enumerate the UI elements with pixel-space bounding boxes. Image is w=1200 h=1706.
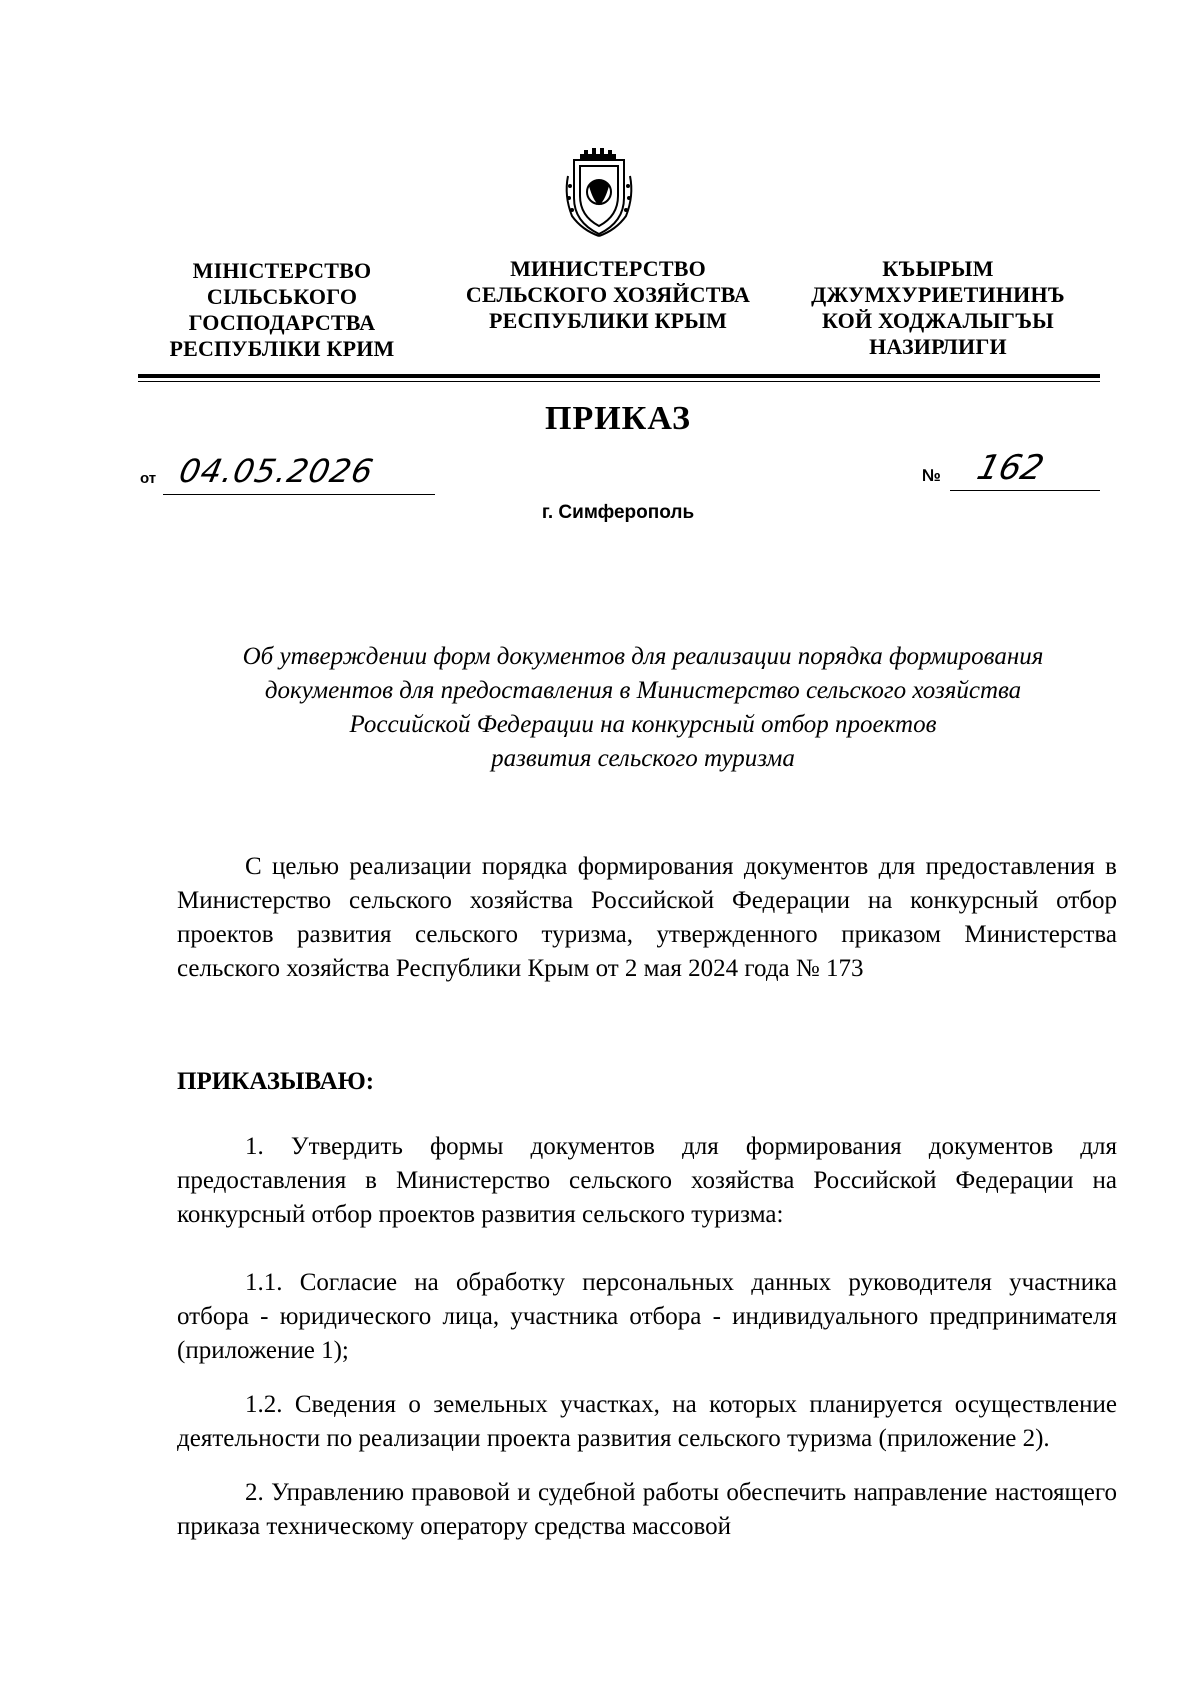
document-title: ПРИКАЗ bbox=[545, 400, 691, 437]
order-item-1-1: 1.1. Согласие на обработку персональных данных руководителя участника отбора - юридического лица, участника отбора - индивидуального предпринимателя (приложение 1); bbox=[177, 1269, 1117, 1364]
document-subject bbox=[170, 640, 1116, 776]
subject-line: Российской Федерации на конкурсный отбор проектов bbox=[349, 711, 937, 738]
city-name: г. Симферополь bbox=[541, 502, 695, 523]
handwritten-date: 04.05.2026 bbox=[175, 452, 378, 490]
header-line: ДЖУМХУРИЕТИНИНЪ bbox=[811, 282, 1065, 307]
number-underline bbox=[950, 490, 1100, 491]
header-divider-thin bbox=[138, 381, 1100, 382]
header-line: ГОСПОДАРСТВА bbox=[188, 310, 376, 335]
header-divider-thick bbox=[138, 374, 1100, 378]
header-line: СЕЛЬСКОГО ХОЗЯЙСТВА bbox=[465, 282, 751, 307]
order-item-1-2: 1.2. Сведения о земельных участках, на которых планируется осуществление деятельности по реализации проекта развития сельского туризма (приложение 2). bbox=[177, 1391, 1117, 1452]
date-label: от bbox=[140, 470, 157, 487]
header-line: МІНІСТЕРСТВО bbox=[192, 258, 372, 283]
header-line: КЪЫРЫМ bbox=[882, 256, 994, 281]
subject-line: Об утверждении форм документов для реализации порядка формирования bbox=[242, 643, 1044, 670]
coat-of-arms-emblem bbox=[560, 146, 638, 238]
handwritten-number: 162 bbox=[973, 448, 1048, 488]
header-ukrainian bbox=[160, 258, 404, 362]
subject-line: развития сельского туризма bbox=[491, 745, 795, 772]
number-label: № bbox=[922, 466, 941, 485]
preamble-paragraph: С целью реализации порядка формирования документов для предоставления в Министерство сельского хозяйства Российской Федерации на конкурсный отбор проектов развития сельского туризма, утвержденного приказом Министерства сельского хозяйства Республики Крым от 2 мая 2024 года № 173 bbox=[177, 853, 1117, 982]
header-line: РЕСПУБЛІКИ КРИМ bbox=[169, 336, 395, 361]
order-item-2: 2. Управлению правовой и судебной работы обеспечить направление настоящего приказа техническому оператору средства массовой bbox=[177, 1479, 1117, 1540]
order-heading: ПРИКАЗЫВАЮ: bbox=[177, 1068, 375, 1095]
subject-line: документов для предоставления в Министерство сельского хозяйства bbox=[264, 677, 1022, 704]
header-line: РЕСПУБЛИКИ КРЫМ bbox=[488, 308, 728, 333]
header-russian bbox=[448, 256, 768, 334]
header-line: КОЙ ХОДЖАЛЫГЪЫ bbox=[822, 308, 1054, 333]
header-crimean-tatar bbox=[788, 256, 1088, 360]
header-line: МИНИСТЕРСТВО bbox=[510, 256, 706, 281]
date-underline bbox=[163, 494, 435, 495]
header-line: СІЛЬСЬКОГО bbox=[206, 284, 358, 309]
order-item-1: 1. Утвердить формы документов для формирования документов для предоставления в Министерство сельского хозяйства Российской Федерации на конкурсный отбор проектов развития сельского туризма: bbox=[177, 1133, 1117, 1228]
header-line: НАЗИРЛИГИ bbox=[869, 334, 1007, 359]
